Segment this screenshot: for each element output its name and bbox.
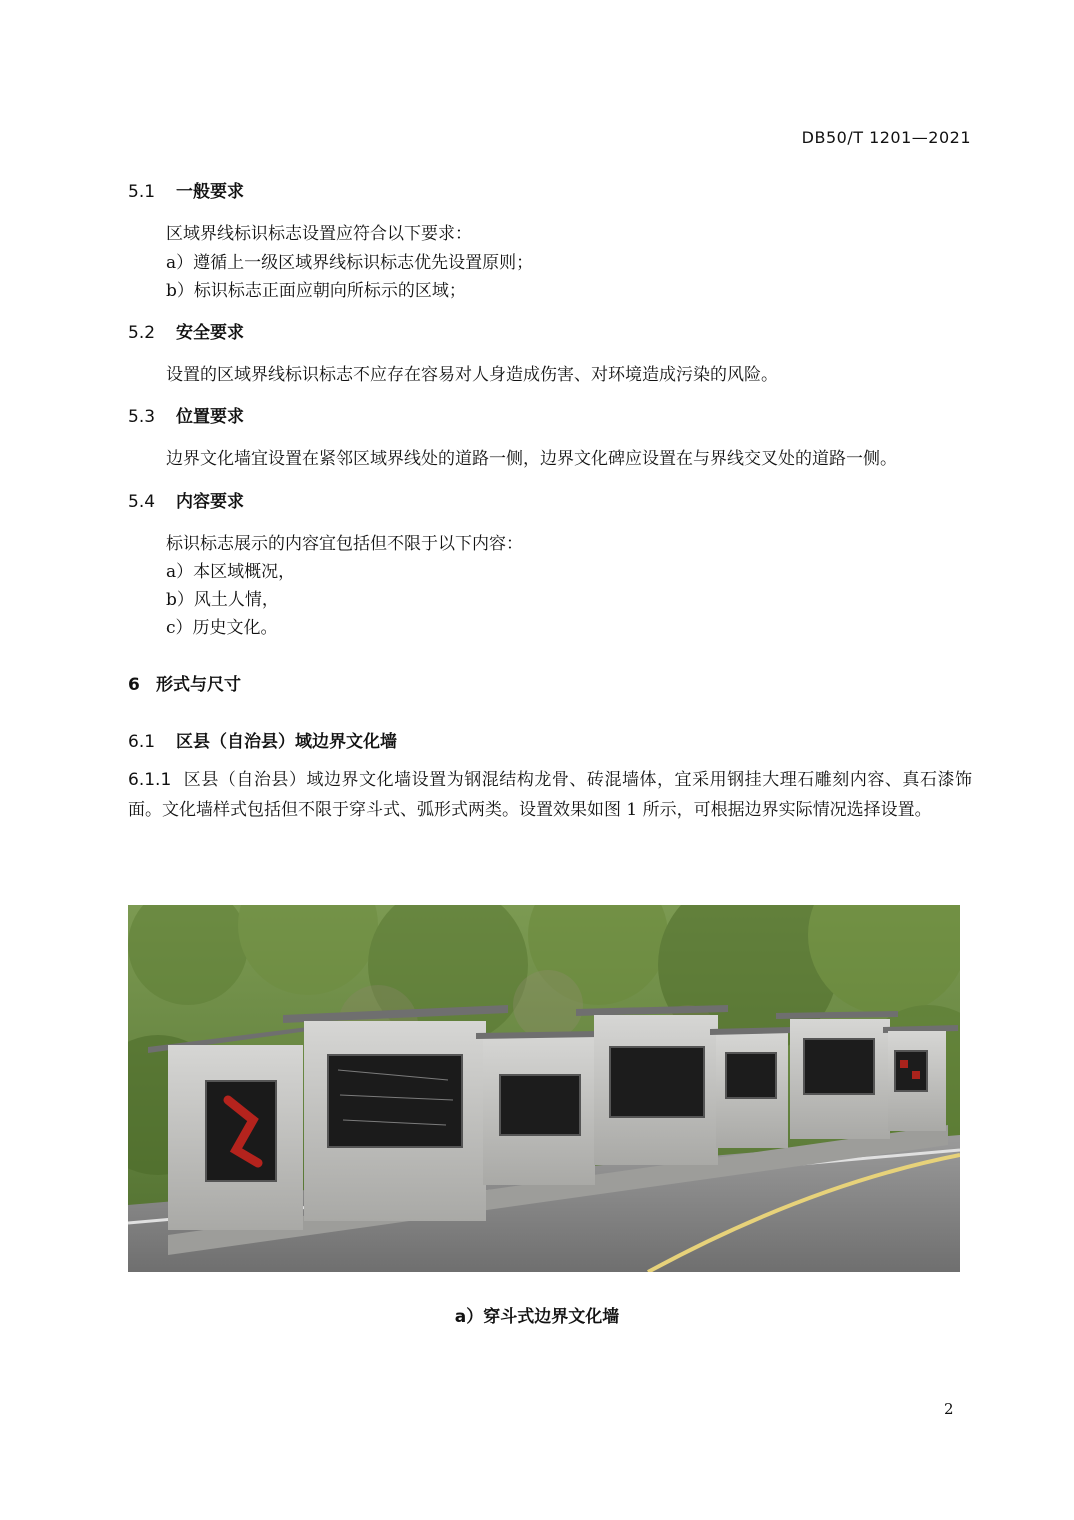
- section-6-heading: [128, 670, 241, 695]
- section-title: 形式与尺寸: [156, 675, 241, 695]
- figure-caption: a）穿斗式边界文化墙: [454, 1307, 620, 1327]
- document-code: DB50/T 1201—2021: [801, 128, 971, 147]
- section-number: 5.1: [128, 182, 156, 202]
- section-number: 6.1: [128, 732, 156, 752]
- list-item: b）风土人情，: [166, 590, 279, 610]
- section-5-1-heading: [128, 177, 244, 202]
- section-5-1-intro: 区域界线标识标志设置应符合以下要求：: [166, 224, 472, 244]
- section-number: 6: [128, 675, 140, 695]
- section-number: 5.4: [128, 492, 156, 512]
- section-number: 5.2: [128, 323, 156, 343]
- section-5-4-heading: [128, 487, 244, 512]
- wall-photo-illustration: [128, 905, 960, 1272]
- section-number: 6.1.1: [128, 770, 172, 790]
- section-title: 区县（自治县）域边界文化墙: [176, 732, 397, 752]
- section-title: 安全要求: [176, 323, 244, 343]
- section-number: 5.3: [128, 407, 156, 427]
- list-item: a）遵循上一级区域界线标识标志优先设置原则；: [166, 253, 534, 273]
- section-5-2-text: 设置的区域界线标识标志不应存在容易对人身造成伤害、对环境造成污染的风险。: [166, 365, 778, 385]
- section-5-3-text: 边界文化墙宜设置在紧邻区域界线处的道路一侧，边界文化碑应设置在与界线交叉处的道路一侧。: [166, 449, 897, 469]
- section-5-3-heading: [128, 402, 244, 427]
- list-item: c）历史文化。: [166, 618, 278, 638]
- section-title: 内容要求: [176, 492, 244, 512]
- section-title: 位置要求: [176, 407, 244, 427]
- boundary-culture-wall-photo: [128, 905, 960, 1272]
- page-number: 2: [944, 1400, 954, 1418]
- section-6-1-heading: [128, 727, 397, 752]
- list-item: b）标识标志正面应朝向所标示的区域；: [166, 281, 466, 301]
- section-5-4-intro: 标识标志展示的内容宜包括但不限于以下内容：: [166, 534, 523, 554]
- section-5-2-heading: [128, 318, 244, 343]
- list-item: a）本区域概况，: [166, 562, 296, 582]
- section-title: 一般要求: [176, 182, 244, 202]
- section-6-1-1-paragraph: [128, 765, 972, 825]
- paragraph-text: 区县（自治县）域边界文化墙设置为钢混结构龙骨、砖混墙体，宜采用钢挂大理石雕刻内容、真石漆饰面。文化墙样式包括但不限于穿斗式、弧形式两类。设置效果如图 1 所示，可根据边界实际情况选择设置。: [128, 770, 972, 820]
